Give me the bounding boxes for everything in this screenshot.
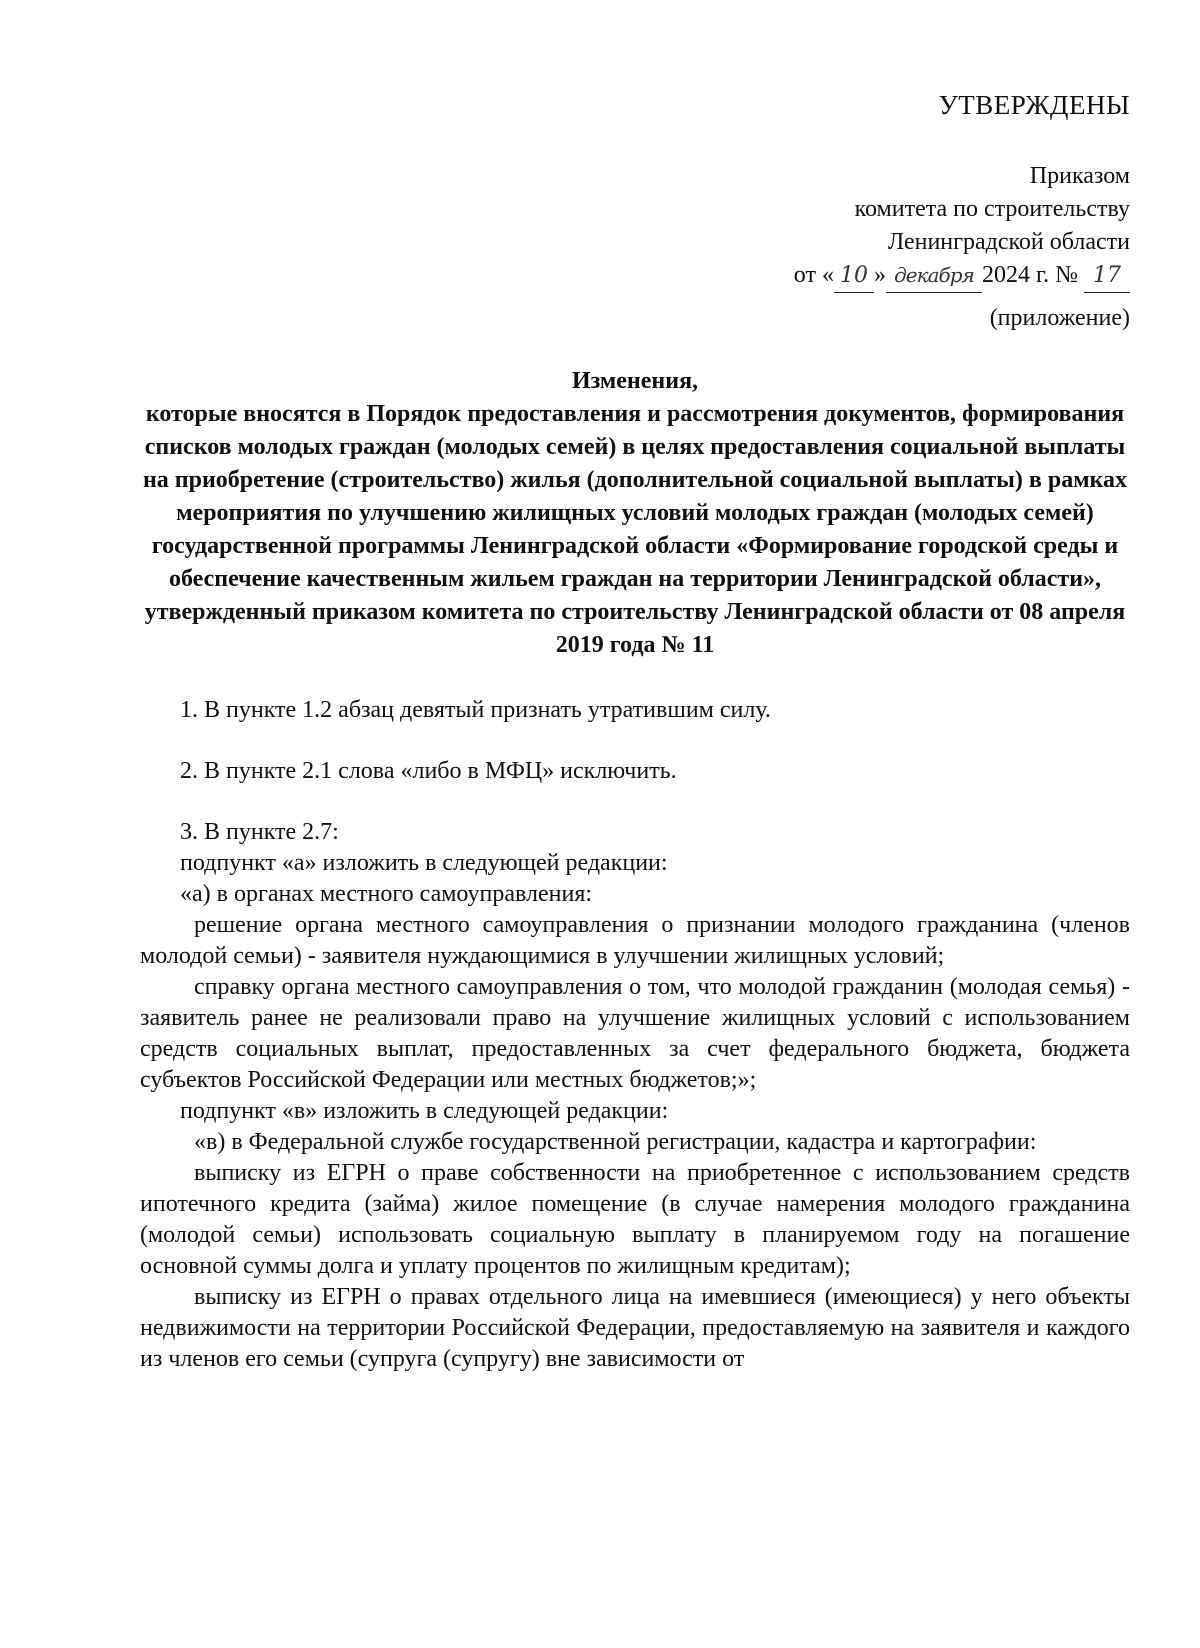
document-body — [140, 695, 1130, 1375]
paragraph: «в) в Федеральной службе государственной регистрации, кадастра и картографии: — [194, 1129, 1037, 1155]
appendix-label: (приложение) — [989, 305, 1130, 331]
paragraph: выписку из ЕГРН о праве собственности на приобретенное с использованием средств ипотечного кредита (займа) жилое помещение (в случае намерения молодого гражданина (молодой семьи) использовать социальную выплату в планируемом году на погашение основной суммы долга и уплату процентов по жилищным кредитам); — [140, 1160, 1130, 1279]
numbered-item: 1. В пункте 1.2 абзац девятый признать утратившим силу. — [180, 697, 771, 723]
document-title — [140, 365, 1130, 662]
order-reference — [794, 160, 1130, 293]
paragraph: подпункт «в» изложить в следующей редакции: — [180, 1098, 669, 1124]
handwritten-order-number: 17 — [1084, 259, 1130, 293]
paragraph: справку органа местного самоуправления о том, что молодой гражданин (молодая семья) - заявитель ранее не реализовали право на улучшение жилищных условий с использованием средств социальных выплат, предоставленных за счет федерального бюджета, бюджета субъектов Российской Федерации или местных бюджетов;»; — [140, 974, 1130, 1093]
title-subtitle: которые вносятся в Порядок предоставления и рассмотрения документов, формирования списков молодых граждан (молодых семей) в целях предоставления социальной выплаты на приобретение (строительство) жилья (дополнительной социальной выплаты) в рамках мероприятия по улучшению жилищных условий молодых граждан (молодых семей) государственной программы Ленинградской области «Формирование городской среды и обеспечение качественным жильем граждан на территории Ленинградской области», утвержденный приказом комитета по строительству Ленинградской области от 08 апреля 2019 года № 11 — [142, 401, 1128, 658]
paragraph: подпункт «а» изложить в следующей редакции: — [180, 850, 668, 876]
paragraph: «а) в органах местного самоуправления: — [180, 881, 593, 907]
order-line: комитета по строительству — [854, 196, 1130, 222]
paragraph: выписку из ЕГРН о правах отдельного лица на имевшиеся (имеющиеся) у него объекты недвижимости на территории Российской Федерации, предоставляемую на заявителя и каждого из членов его семьи (супруга (супругу) вне зависимости от — [140, 1284, 1130, 1372]
date-year: 2024 г. № — [981, 262, 1078, 288]
order-line: Ленинградской области — [887, 229, 1130, 255]
order-line: Приказом — [1029, 163, 1130, 189]
paragraph: решение органа местного самоуправления о признании молодого гражданина (членов молодой семьи) - заявителя нуждающимися в улучшении жилищных условий; — [140, 912, 1130, 969]
date-prefix: от « — [793, 262, 834, 288]
numbered-item: 2. В пункте 2.1 слова «либо в МФЦ» исключить. — [180, 758, 677, 784]
date-mid: » — [873, 262, 886, 288]
title-heading: Изменения, — [571, 368, 699, 394]
order-date-line — [794, 259, 1130, 293]
numbered-item: 3. В пункте 2.7: — [180, 819, 339, 845]
approval-stamp-heading: УТВЕРЖДЕНЫ — [938, 90, 1130, 120]
handwritten-month: декабря — [886, 259, 982, 293]
handwritten-day: 10 — [834, 259, 874, 293]
